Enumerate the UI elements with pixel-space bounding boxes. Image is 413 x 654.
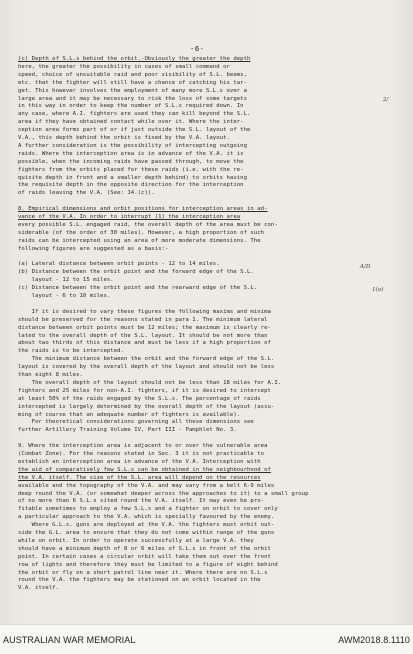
typed-line: A further consideration is the possibility of intercepting outgoing <box>18 142 247 149</box>
typed-line: vance of the V.A. In order to interrupt (1) the interception area <box>18 214 241 220</box>
typed-line: a particular approach to the V.A. which is specially favoured by the enemy. <box>18 514 275 521</box>
archive-footer <box>0 624 413 654</box>
typed-line: than eight 8 miles. <box>18 372 83 378</box>
typed-line: fitable sometimes to employ a few S.L.s and a fighter on orbit to cover only <box>18 506 278 513</box>
typed-line: V.A. itself. <box>18 585 60 592</box>
typed-line: the orbit or fly on a short patrol line near it. Where there are no S.L.s <box>18 569 268 576</box>
handwritten-note: 1(a) <box>372 287 384 293</box>
typed-line: establish an interception area in advance of the V.A. Interception with <box>18 458 261 465</box>
typed-line: side the G.L. area to ensure that they do not come within range of the guns <box>18 530 275 536</box>
typed-line: here, the greater the possibility in cases of small command or <box>18 63 230 70</box>
typed-line: area if they have obtained contact while over it. Where the inter- <box>18 119 244 126</box>
typed-line: while on orbit. In order to operate successfully at a large V.A. they <box>18 537 254 544</box>
typed-line: (Combat Zone). For the reasons stated in Sec. 3 it is not practicable to <box>18 451 265 457</box>
typed-line: point. In certain cases a circular orbit will take them out over the front <box>18 553 271 560</box>
typed-line: round the V.A. the fighters may be stationed on an orbit located in the <box>18 577 261 584</box>
footer-institution: AUSTRALIAN WAR MEMORIAL <box>3 635 136 645</box>
typed-line: any case, where A.I. fighters are used they can kill beyond the S.L. <box>18 111 251 118</box>
typed-line: ming of course that an adequate number of fighters is available). <box>18 411 241 418</box>
typed-line: should have a minimum depth of 8 or 6 miles of S.L.s in front of the orbit <box>18 545 271 552</box>
typed-line: lated to the overall depth of the S.L. layout. It should be not more than <box>18 332 268 339</box>
typed-line: layout - 6 to 10 miles. <box>18 293 111 299</box>
typed-line: (b) Distance between the orbit point and the forward edge of the S.L. <box>18 269 254 276</box>
typed-line: If it is desired to vary these figures the following maxims and minima <box>18 308 271 315</box>
typed-line: the raids is to be intercepted. <box>18 348 124 355</box>
typed-line: at least 50% of the raids engaged by the S.L.s. The percentage of raids <box>18 395 261 402</box>
handwritten-note: A/D <box>360 264 371 270</box>
typed-line: possible, when the incoming raids have passed through, to move the <box>18 158 244 165</box>
typed-line: of raids leaving the V.A. (See: 14.(c)). <box>18 190 155 197</box>
typed-line: fighters from the orbits placed for these raids (i.e. with the re- <box>18 166 244 173</box>
typed-line: the V.A. itself. The size of the S.L. area will depend on the resources <box>18 474 261 481</box>
typed-line: 8. Empirical dimensions and orbit positions for interception areas in ad- <box>18 206 268 213</box>
typed-line: speed, choice of unsuitable raid and poor visibility of S.L. beams, <box>18 71 247 78</box>
typed-line: should be preserved for the reasons stated in para 1. The minimum lateral <box>18 316 268 323</box>
footer-reference: AWM2018.8.1110 <box>338 635 410 645</box>
typed-line: raids. Where the interception area is in advance of the V.A. it is <box>18 150 244 157</box>
typed-line: large area and it may be necessary to risk the loss of some targets <box>18 95 247 102</box>
typed-line: row of lights and therefore they must be limited to a figure of eight behind <box>18 561 278 568</box>
typed-line: layout is covered by the overall depth of the layout and should not be less <box>18 364 275 371</box>
typed-line: Where G.L.s. guns are deployed at the V.A. the fighters must orbit out- <box>18 522 275 529</box>
typed-line: following figures are suggested as a basis:- <box>18 245 169 252</box>
typed-line: etc. that the fighter will still have a chance of catching his tar- <box>18 79 247 86</box>
typed-line: distance between orbit points must be 12 miles; the maximum is clearly re- <box>18 324 271 331</box>
typed-line: (c) Distance between the orbit point and the rearward edge of the S.L. <box>18 285 258 292</box>
typed-line: get. This however involves the employment of many more S.L.s over a <box>18 87 247 94</box>
typed-line: ception area forms part of or if just outside the S.L. layout of the <box>18 127 251 134</box>
typed-line: V.A., this depth behind the orbit is fixed by the V.A. layout. <box>18 135 230 141</box>
typed-line: siderable (of the order of 30 miles). However, a high proportion of such <box>18 229 265 236</box>
typed-line: every possible S.L. engaged raid, the overall depth of the area must be con- <box>18 221 278 228</box>
typed-line: of no more than 6 S.L.s sited round the V.A. itself. It may even be pro- <box>18 498 265 505</box>
typed-line: deep round the V.A. (or somewhat deeper across the approaches to it) to a small group <box>18 490 309 497</box>
typed-line: intercepted is largely determined by the overall depth of the layout (assu- <box>18 403 275 410</box>
typed-line: raids can be intercepted using an area of more moderate dimensions. The <box>18 237 261 244</box>
typed-line: The overall depth of the layout should not be less than 18 miles for A.I. <box>18 379 282 386</box>
typed-line: 9. Where the interception area is adjacent to or over the vulnerable area <box>18 443 268 450</box>
typed-line: fighters and 25 miles for non-A.I. fighters, if it is desired to intercept <box>18 387 271 394</box>
typed-line: quisite depth in front and a smaller depth behind) to orbits having <box>18 174 247 181</box>
handwritten-note: 2/ <box>383 97 389 103</box>
typed-line: The minimum distance between the orbit and the forward edge of the S.L. <box>18 356 275 363</box>
typed-line: the requisite depth in the opposite direction for the interception <box>18 182 244 189</box>
typed-line: For theoretical considerations governing all these dimensions see <box>18 419 254 426</box>
typed-line: the aid of comparatively few S.L.s can be obtained in the neighbourhood of <box>18 466 271 473</box>
typed-line: about two thirds of this distance and must be less if a high proportion of <box>18 340 271 347</box>
typed-line: further Artillery Training Volume IV, Part III - Pamphlet No. 3. <box>18 427 237 434</box>
typed-line: (c) Depth of S.L.s behind the orbit.-Obviously the greater the depth <box>18 56 251 62</box>
typed-line: in this way in order to keep the number of S.L.s required down. In <box>18 103 244 110</box>
page-number: -6- <box>190 44 205 53</box>
typed-line: layout - 12 to 15 miles. <box>18 277 114 284</box>
typed-line: (a) Lateral distance between orbit points - 12 to 14 miles. <box>18 261 220 268</box>
typed-line: available and the topography of the V.A. and may vary from a belt 6-9 miles <box>18 482 275 489</box>
